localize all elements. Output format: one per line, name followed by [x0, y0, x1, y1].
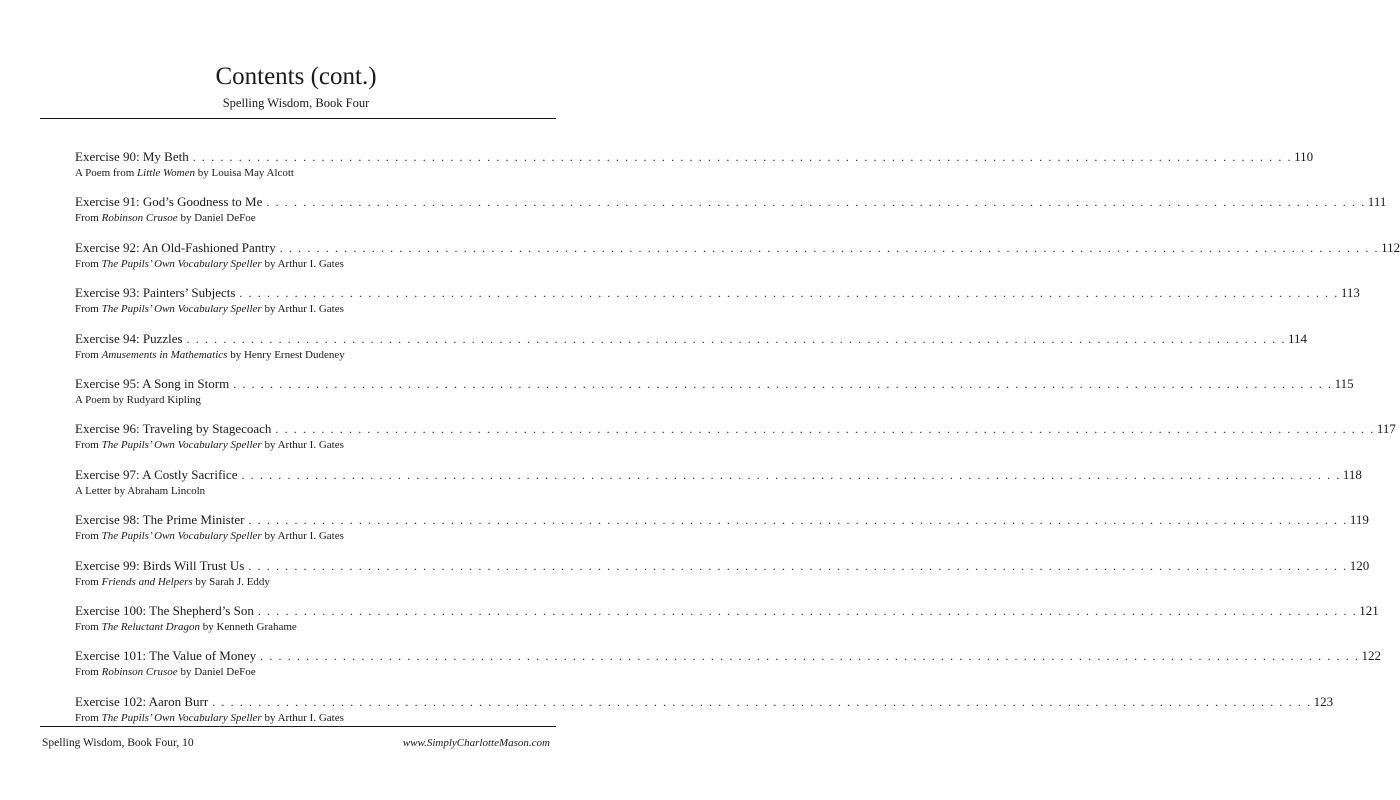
source-work-title: Amusements in Mathematics [101, 348, 228, 361]
page-number: 115 [1334, 375, 1354, 391]
source-attribution [75, 484, 525, 498]
source-work-title: The Pupils’ Own Vocabulary Speller [101, 530, 262, 543]
source-author: by Henry Ernest Dudeney [227, 348, 345, 361]
dot-leader: . . . . . . . . . . . . . . . . . . . . . . . . . . . . . . . . . . . . . . . . . . . . . . . . . . . . . . . . . . . . . . . . . . . . . . . . . . . . . . . . . . . . . . . . . . . . . . . . . . . . . . . . . . . . . . . . . . . . . . . . [248, 513, 1348, 528]
source-author: by Louisa May Alcott [195, 167, 294, 179]
exercise-title: Exercise 98: The Prime Minister [75, 512, 245, 528]
header-divider [40, 118, 556, 119]
source-author: by Daniel DeFoe [177, 666, 256, 679]
source-author: by Arthur I. Gates [261, 303, 344, 316]
footer-divider [40, 726, 556, 727]
page-number: 118 [1342, 466, 1362, 482]
toc-entry [75, 284, 1360, 329]
exercise-title: Exercise 96: Traveling by Stagecoach [75, 421, 272, 437]
source-attribution [75, 348, 525, 362]
toc-entry [75, 330, 1308, 375]
source-work-title: The Pupils’ Own Vocabulary Speller [101, 303, 262, 316]
source-attribution [75, 711, 525, 725]
toc-entry [75, 239, 1400, 284]
source-attribution [75, 302, 525, 316]
toc-entry [75, 602, 1379, 647]
source-work-title: The Reluctant Dragon [101, 620, 200, 633]
source-prefix: From [75, 257, 102, 270]
source-attribution [75, 257, 525, 271]
source-prefix: A Letter by Abraham Lincoln [75, 484, 206, 497]
source-prefix: From [75, 348, 102, 361]
page-number: 117 [1376, 421, 1396, 437]
source-work-title: Robinson Crusoe [101, 212, 178, 225]
toc-entry-heading [75, 284, 1360, 302]
dot-leader: . . . . . . . . . . . . . . . . . . . . . . . . . . . . . . . . . . . . . . . . . . . . . . . . . . . . . . . . . . . . . . . . . . . . . . . . . . . . . . . . . . . . . . . . . . . . . . . . . . . . . . . . . . . . . . . . . . . . . . . . [233, 376, 1333, 391]
toc-entry [75, 693, 1334, 738]
toc-entry-heading [75, 693, 1334, 711]
toc-entry-heading [75, 148, 1314, 166]
source-prefix: From [75, 212, 102, 225]
source-work-title: The Pupils’ Own Vocabulary Speller [101, 257, 262, 270]
page-number: 120 [1349, 557, 1370, 573]
dot-leader: . . . . . . . . . . . . . . . . . . . . . . . . . . . . . . . . . . . . . . . . . . . . . . . . . . . . . . . . . . . . . . . . . . . . . . . . . . . . . . . . . . . . . . . . . . . . . . . . . . . . . . . . . . . . . . . . . . . . . . . . [192, 150, 1293, 164]
dot-leader: . . . . . . . . . . . . . . . . . . . . . . . . . . . . . . . . . . . . . . . . . . . . . . . . . . . . . . . . . . . . . . . . . . . . . . . . . . . . . . . . . . . . . . . . . . . . . . . . . . . . . . . . . . . . . . . . . . . . . . . . [186, 331, 1286, 346]
exercise-title: Exercise 94: Puzzles [75, 330, 183, 346]
page-number: 114 [1287, 330, 1308, 346]
source-author: by Daniel DeFoe [177, 212, 256, 225]
source-work-title: Friends and Helpers [101, 575, 193, 588]
toc-entry [75, 193, 1387, 238]
source-prefix: A Poem from [75, 167, 138, 179]
source-prefix: From [75, 575, 102, 588]
exercise-title: Exercise 90: My Beth [75, 149, 189, 164]
source-attribution [75, 393, 525, 407]
source-attribution [75, 438, 525, 452]
source-prefix: From [75, 439, 102, 452]
toc-entry-heading [75, 193, 1387, 211]
toc-entry [75, 375, 1354, 420]
toc-entry [75, 420, 1396, 465]
source-attribution [75, 620, 525, 634]
toc-entry-heading [75, 602, 1379, 620]
dot-leader: . . . . . . . . . . . . . . . . . . . . . . . . . . . . . . . . . . . . . . . . . . . . . . . . . . . . . . . . . . . . . . . . . . . . . . . . . . . . . . . . . . . . . . . . . . . . . . . . . . . . . . . . . . . . . . . . . . . . . . . . [248, 558, 1348, 573]
source-work-title: Robinson Crusoe [101, 666, 178, 679]
source-prefix: From [75, 530, 102, 543]
source-attribution [75, 665, 525, 679]
source-author: by Arthur I. Gates [261, 530, 344, 543]
exercise-title: Exercise 95: A Song in Storm [75, 375, 230, 391]
toc-entry-heading [75, 420, 1396, 438]
toc-entry [75, 647, 1382, 692]
dot-leader: . . . . . . . . . . . . . . . . . . . . . . . . . . . . . . . . . . . . . . . . . . . . . . . . . . . . . . . . . . . . . . . . . . . . . . . . . . . . . . . . . . . . . . . . . . . . . . . . . . . . . . . . . . . . . . . . . . . . . . . . [275, 422, 1375, 437]
source-author: by Arthur I. Gates [261, 439, 344, 452]
source-prefix: From [75, 303, 102, 316]
page-number: 119 [1349, 512, 1369, 528]
dot-leader: . . . . . . . . . . . . . . . . . . . . . . . . . . . . . . . . . . . . . . . . . . . . . . . . . . . . . . . . . . . . . . . . . . . . . . . . . . . . . . . . . . . . . . . . . . . . . . . . . . . . . . . . . . . . . . . . . . . . . . . . [260, 649, 1360, 664]
source-work-title: Little Women [137, 167, 195, 179]
source-attribution [75, 166, 525, 180]
toc-entry-heading [75, 647, 1382, 665]
exercise-title: Exercise 102: Aaron Burr [75, 693, 209, 709]
source-attribution [75, 529, 525, 543]
toc-entry-heading [75, 330, 1308, 348]
dot-leader: . . . . . . . . . . . . . . . . . . . . . . . . . . . . . . . . . . . . . . . . . . . . . . . . . . . . . . . . . . . . . . . . . . . . . . . . . . . . . . . . . . . . . . . . . . . . . . . . . . . . . . . . . . . . . . . . . . . . . . . . [239, 286, 1339, 301]
dot-leader: . . . . . . . . . . . . . . . . . . . . . . . . . . . . . . . . . . . . . . . . . . . . . . . . . . . . . . . . . . . . . . . . . . . . . . . . . . . . . . . . . . . . . . . . . . . . . . . . . . . . . . . . . . . . . . . . . . . . . . . . [241, 467, 1341, 482]
source-prefix: From [75, 711, 102, 724]
source-author: by Sarah J. Eddy [192, 575, 270, 588]
source-work-title: The Pupils’ Own Vocabulary Speller [101, 711, 262, 724]
page-number: 123 [1313, 693, 1334, 709]
dot-leader: . . . . . . . . . . . . . . . . . . . . . . . . . . . . . . . . . . . . . . . . . . . . . . . . . . . . . . . . . . . . . . . . . . . . . . . . . . . . . . . . . . . . . . . . . . . . . . . . . . . . . . . . . . . . . . . . . . . . . . . . [257, 603, 1358, 618]
toc-entry-heading [75, 557, 1370, 575]
exercise-title: Exercise 100: The Shepherd’s Son [75, 602, 254, 618]
page-number: 111 [1367, 194, 1387, 210]
dot-leader: . . . . . . . . . . . . . . . . . . . . . . . . . . . . . . . . . . . . . . . . . . . . . . . . . . . . . . . . . . . . . . . . . . . . . . . . . . . . . . . . . . . . . . . . . . . . . . . . . . . . . . . . . . . . . . . . . . . . . . . . [212, 694, 1312, 709]
exercise-title: Exercise 92: An Old-Fashioned Pantry [75, 239, 276, 255]
dot-leader: . . . . . . . . . . . . . . . . . . . . . . . . . . . . . . . . . . . . . . . . . . . . . . . . . . . . . . . . . . . . . . . . . . . . . . . . . . . . . . . . . . . . . . . . . . . . . . . . . . . . . . . . . . . . . . . . . . . . . . . . [279, 240, 1380, 255]
source-work-title: The Pupils’ Own Vocabulary Speller [101, 439, 262, 452]
toc-entry-heading [75, 511, 1369, 529]
exercise-title: Exercise 93: Painters’ Subjects [75, 285, 236, 301]
page-subtitle: Spelling Wisdom, Book Four [222, 96, 370, 110]
source-prefix: From [75, 620, 102, 633]
page-number: 113 [1340, 285, 1360, 301]
toc-entry [75, 557, 1370, 602]
toc-entry-heading [75, 375, 1354, 393]
exercise-title: Exercise 97: A Costly Sacrifice [75, 466, 238, 482]
page-number: 112 [1381, 239, 1400, 255]
page-title: Contents (cont.) [215, 63, 377, 90]
toc-entry-heading [75, 239, 1400, 257]
page-number: 110 [1294, 149, 1314, 164]
exercise-title: Exercise 101: The Value of Money [75, 648, 257, 664]
toc-entry [75, 466, 1362, 511]
source-prefix: A Poem by Rudyard Kipling [75, 393, 201, 406]
toc-entry [75, 511, 1369, 556]
source-author: by Arthur I. Gates [261, 711, 344, 724]
toc-entry [75, 148, 1314, 193]
page-number: 121 [1359, 602, 1379, 618]
exercise-title: Exercise 99: Birds Will Trust Us [75, 557, 245, 573]
source-author: by Kenneth Grahame [199, 620, 297, 633]
source-attribution [75, 575, 525, 589]
source-prefix: From [75, 666, 102, 679]
footer-page-label: Spelling Wisdom, Book Four, 10 [42, 737, 194, 749]
toc-entry-heading [75, 466, 1362, 484]
dot-leader: . . . . . . . . . . . . . . . . . . . . . . . . . . . . . . . . . . . . . . . . . . . . . . . . . . . . . . . . . . . . . . . . . . . . . . . . . . . . . . . . . . . . . . . . . . . . . . . . . . . . . . . . . . . . . . . . . . . . . . . . [266, 195, 1366, 210]
source-attribution [75, 211, 525, 225]
page-number: 122 [1361, 648, 1382, 664]
source-author: by Arthur I. Gates [261, 257, 344, 270]
exercise-title: Exercise 91: God’s Goodness to Me [75, 194, 263, 210]
table-of-contents [75, 148, 1400, 738]
footer-website: www.SimplyCharlotteMason.com [402, 737, 550, 749]
